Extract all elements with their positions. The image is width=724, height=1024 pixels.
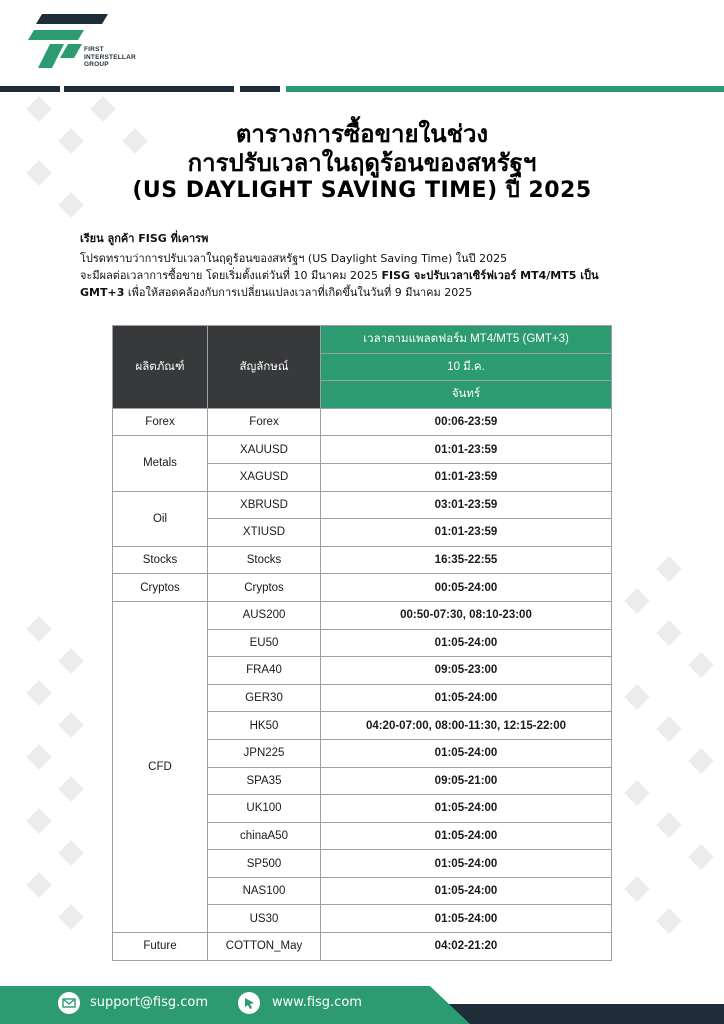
symbol-cell: NAS100 [208, 877, 321, 905]
time-cell: 01:05-24:00 [321, 629, 612, 657]
intro-paragraph-3 [80, 284, 650, 301]
title-line-1: ตารางการซื้อขายในช่วง [235, 120, 489, 148]
intro-p3-text: เพื่อให้สอดคล้องกับการเปลี่ยนแปลงเวลาที่เกิดขึ้นในวันที่ 9 มีนาคม 2025 [124, 286, 473, 299]
symbol-cell: XTIUSD [208, 519, 321, 547]
time-cell: 04:20-07:00, 08:00-11:30, 12:15-22:00 [321, 712, 612, 740]
symbol-cell: US30 [208, 905, 321, 933]
header-product: ผลิตภัณฑ์ [113, 326, 208, 409]
title-line-2: การปรับเวลาในฤดูร้อนของสหรัฐฯ [187, 149, 537, 177]
footer [0, 986, 724, 1024]
time-cell: 01:05-24:00 [321, 684, 612, 712]
time-cell: 00:05-24:00 [321, 574, 612, 602]
symbol-cell: UK100 [208, 795, 321, 823]
product-cell: Metals [113, 436, 208, 491]
table-row [113, 436, 612, 464]
symbol-cell: COTTON_May [208, 933, 321, 961]
time-cell: 03:01-23:59 [321, 491, 612, 519]
time-cell: 01:05-24:00 [321, 739, 612, 767]
symbol-cell: GER30 [208, 684, 321, 712]
time-cell: 01:01-23:59 [321, 463, 612, 491]
table-row [113, 491, 612, 519]
symbol-cell: AUS200 [208, 601, 321, 629]
symbol-cell: HK50 [208, 712, 321, 740]
symbol-cell: Cryptos [208, 574, 321, 602]
logo-line-3: GROUP [84, 61, 109, 68]
time-cell: 01:05-24:00 [321, 795, 612, 823]
title-line-3: (US DAYLIGHT SAVING TIME) ปี 2025 [132, 178, 592, 203]
time-cell: 00:50-07:30, 08:10-23:00 [321, 601, 612, 629]
symbol-cell: SPA35 [208, 767, 321, 795]
greeting: เรียน ลูกค้า FISG ที่เคารพ [80, 232, 209, 245]
table-row [113, 546, 612, 574]
header-platform-time: เวลาตามแพลตฟอร์ม MT4/MT5 (GMT+3) [321, 326, 612, 354]
header-stripes [0, 86, 724, 94]
table-row [113, 408, 612, 436]
time-cell: 04:02-21:20 [321, 933, 612, 961]
mail-icon [58, 992, 80, 1014]
time-cell: 01:01-23:59 [321, 436, 612, 464]
trading-schedule-table [112, 325, 612, 961]
website-link[interactable]: www.fisg.com [272, 995, 362, 1010]
logo-line-1: FIRST [84, 46, 104, 53]
product-cell: Cryptos [113, 574, 208, 602]
fisg-logo [24, 12, 164, 72]
header-day: จันทร์ [321, 381, 612, 409]
symbol-cell: XBRUSD [208, 491, 321, 519]
symbol-cell: FRA40 [208, 657, 321, 685]
intro-p2-bold: FISG จะปรับเวลาเซิร์ฟเวอร์ MT4/MT5 เป็น [381, 269, 599, 282]
intro-text [80, 230, 650, 301]
table-row [113, 933, 612, 961]
footer-dark-band [440, 1004, 724, 1024]
symbol-cell: Stocks [208, 546, 321, 574]
symbol-cell: Forex [208, 408, 321, 436]
time-cell: 01:05-24:00 [321, 822, 612, 850]
intro-p3-bold: GMT+3 [80, 286, 125, 299]
time-cell: 01:05-24:00 [321, 877, 612, 905]
intro-paragraph-2 [80, 267, 650, 284]
product-cell: CFD [113, 601, 208, 932]
symbol-cell: XAGUSD [208, 463, 321, 491]
table-row [113, 601, 612, 629]
time-cell: 01:05-24:00 [321, 905, 612, 933]
time-cell: 00:06-23:59 [321, 408, 612, 436]
product-cell: Future [113, 933, 208, 961]
product-cell: Stocks [113, 546, 208, 574]
symbol-cell: XAUUSD [208, 436, 321, 464]
symbol-cell: EU50 [208, 629, 321, 657]
cursor-icon [238, 992, 260, 1014]
time-cell: 09:05-23:00 [321, 657, 612, 685]
product-cell: Oil [113, 491, 208, 546]
time-cell: 01:05-24:00 [321, 850, 612, 878]
intro-paragraph-1: โปรดทราบว่าการปรับเวลาในฤดูร้อนของสหรัฐฯ (US Daylight Saving Time) ในปี 2025 [80, 252, 508, 265]
time-cell: 16:35-22:55 [321, 546, 612, 574]
symbol-cell: SP500 [208, 850, 321, 878]
intro-p2-text: จะมีผลต่อเวลาการซื้อขาย โดยเริ่มตั้งแต่วันที่ 10 มีนาคม 2025 [80, 269, 382, 282]
symbol-cell: JPN225 [208, 739, 321, 767]
table-row [113, 574, 612, 602]
header-date: 10 มี.ค. [321, 353, 612, 381]
header-symbol: สัญลักษณ์ [208, 326, 321, 409]
logo-line-2: INTERSTELLAR [84, 53, 136, 61]
support-email-link[interactable]: support@fisg.com [90, 995, 209, 1010]
time-cell: 09:05-21:00 [321, 767, 612, 795]
product-cell: Forex [113, 408, 208, 436]
symbol-cell: chinaA50 [208, 822, 321, 850]
time-cell: 01:01-23:59 [321, 519, 612, 547]
